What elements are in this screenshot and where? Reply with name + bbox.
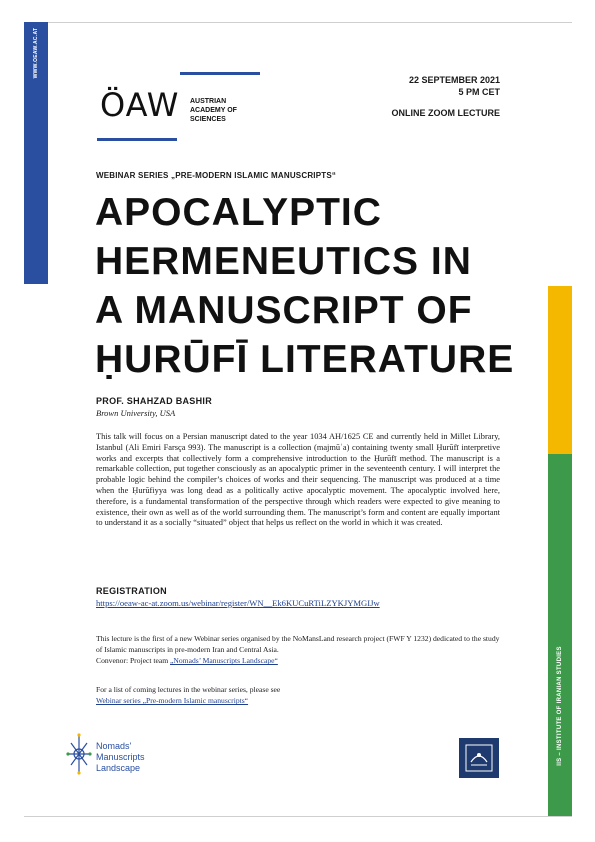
registration-link[interactable]: https://oeaw-ac-at.zoom.us/webinar/register/WN__Ek6KUCuRTiLZYKJYMGIJw [96,598,380,608]
logo-line-1: AUSTRIAN [190,98,227,105]
left-blue-bar [24,22,48,284]
registration-heading: REGISTRATION [96,586,167,596]
series-list-text: For a list of coming lectures in the webinar series, please see [96,685,281,694]
series-list-link[interactable]: Webinar series „Pre-modern Islamic manuscripts“ [96,696,249,706]
series-note-text: This lecture is the first of a new Webinar series organised by the NoMansLand research project (FWF Y 1232) dedicated to the study of Islamic manuscripts in pre-modern Iran and Central Asia. [96,634,500,655]
top-rule [24,22,572,23]
title-line: ḤURŪFĪ LITERATURE [95,338,515,381]
logo-bottom-line [97,138,177,141]
series-list-note [96,684,506,706]
logo-line-3: SCIENCES [190,116,226,123]
series-label: WEBINAR SERIES „PRE-MODERN ISLAMIC MANUSCRIPTS“ [96,171,337,180]
convenor-prefix: Convenor: Project team [96,656,171,666]
logo-top-line [180,72,260,75]
logo-line-2: ACADEMY OF [190,107,237,114]
institute-seal-logo [459,738,499,778]
event-time: 5 PM CET [458,87,500,97]
event-format: ONLINE ZOOM LECTURE [391,108,500,118]
title-line: APOCALYPTIC [95,191,382,234]
nml-line-2: Manuscripts [96,752,145,762]
event-date: 22 SEPTEMBER 2021 [408,75,500,85]
series-note [96,633,506,667]
nml-line-1: Nomads' [96,741,132,751]
abstract-text: This talk will focus on a Persian manuscript dated to the year 1034 AH/1625 CE and currently held in Millet Library, Istanbul (Ali Emiri Farsça 993). The manuscript is a collection (majmūʿa) containing twenty small Ḥurūfī interpretive works and excerpts that collectively form a comprehensive introduction to the Ḥurūfī method. The manuscript is a remarkable collection, put together consciously as an apocalyptic primer in the seventeenth century. I will interpret the probable logic behind the compiler’s choices of works and their sequencing. The manuscript was produced at a time when the Ḥurūfiyya was long dead as a politically active apocalyptic movement. The apocalyptic involved here, therefore, is a fundamental transformation of the perspective through which readers were expected to give meaning to existence, their own as well as of the world surrounding them. The manuscript’s form and content are equally important to understand it as a socially “situated” object that helps us reflect on the world in which it was created. [96,432,500,528]
bottom-rule [24,816,572,817]
right-yellow-bar [548,286,572,454]
event-info [392,74,501,119]
website-vertical-text: WWW.OEAW.AC.AT [33,27,39,79]
nomads-manuscripts-landscape-icon [64,731,94,777]
nomads-manuscripts-landscape-logo [96,741,145,774]
institute-vertical-text: IIS – INSTITUTE OF IRANIAN STUDIES [557,646,563,766]
oaw-logo: ÖAW [100,86,180,124]
convenor-link[interactable]: „Nomads’ Manuscripts Landscape“ [170,656,278,666]
speaker-name: PROF. SHAHZAD BASHIR [96,396,213,406]
oaw-logo-subtitle [190,97,237,124]
seal-emblem-icon [459,738,499,778]
speaker-affiliation: Brown University, USA [96,408,176,418]
title-line: HERMENEUTICS IN [95,240,472,283]
nml-line-3: Landscape [96,763,141,773]
title-line: A MANUSCRIPT OF [95,289,473,332]
lecture-title [95,188,535,384]
